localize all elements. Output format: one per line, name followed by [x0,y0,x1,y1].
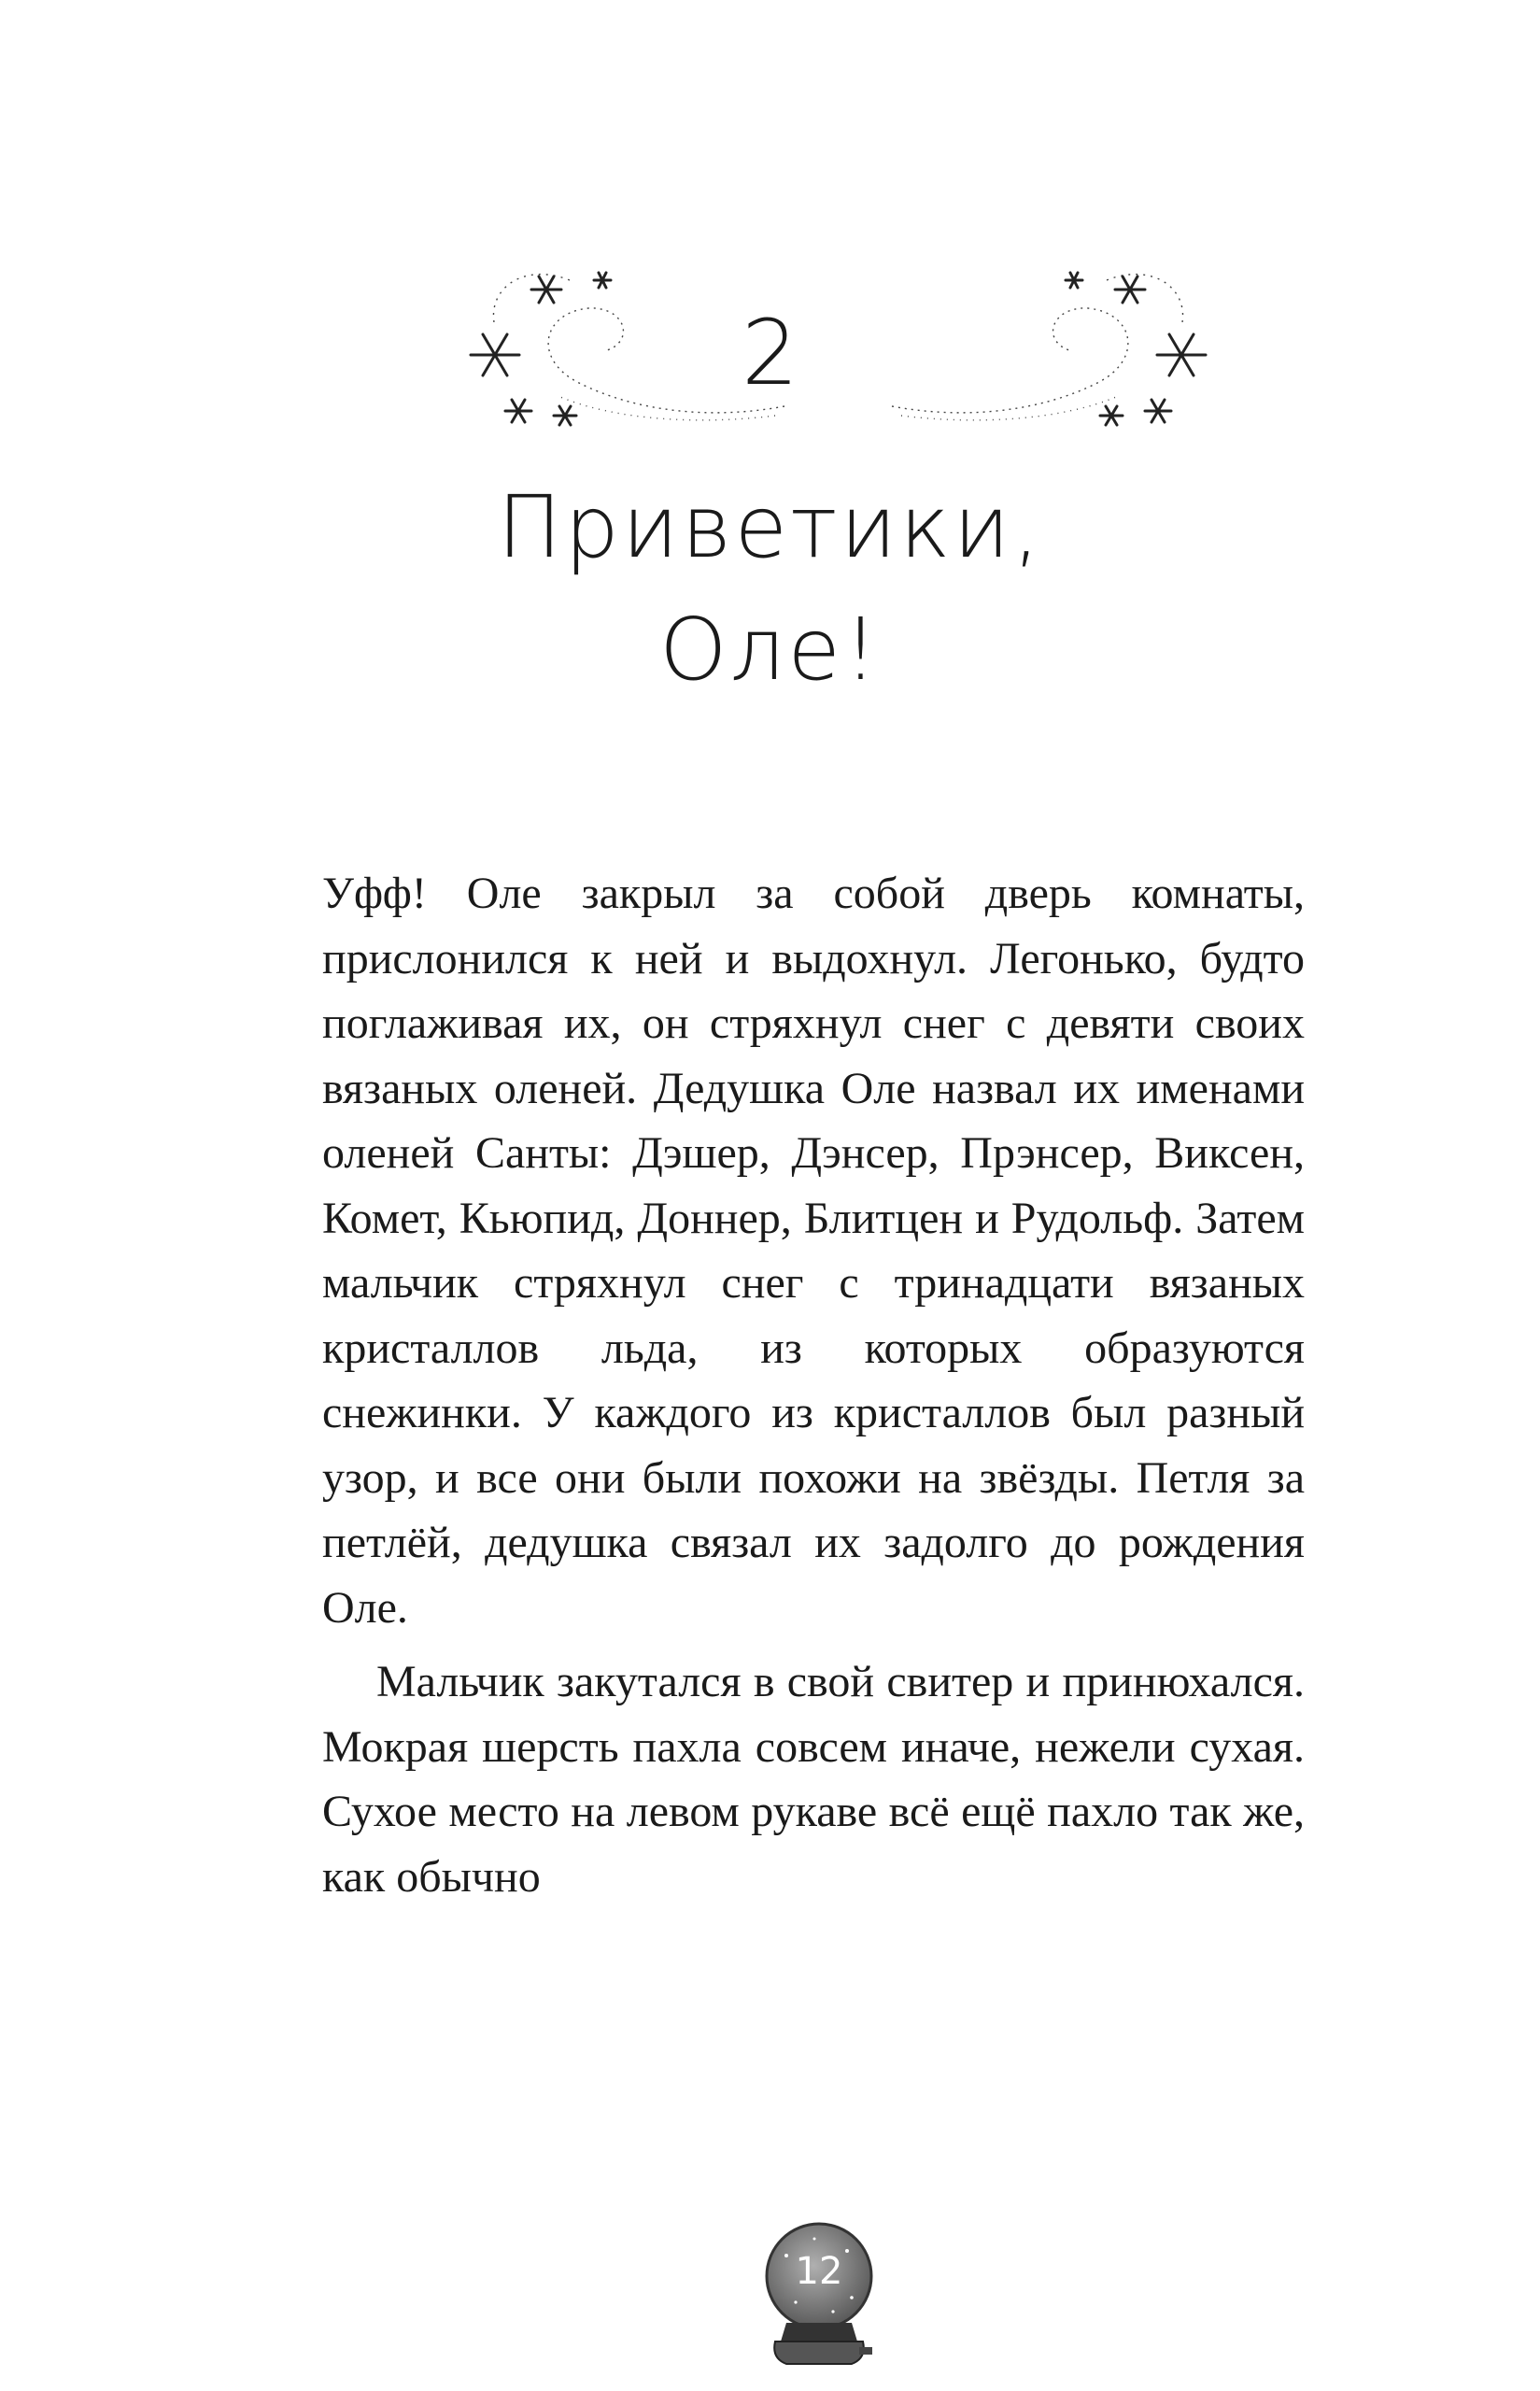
chapter-number: 2 [741,301,799,405]
snow-globe-icon [758,2218,880,2375]
chapter-title-line-2: Оле! [659,599,881,700]
chapter-title [0,467,1540,711]
chapter-body [322,861,1305,1918]
paragraph-2: Мальчик закутался в свой свитер и принюхался. Мокрая шерсть пахла совсем иначе, нежели сухая. Сухое место на левом рукаве всё ещё пахло так же, как обычно [322,1657,1305,1902]
page-number: 12 [795,2250,843,2293]
chapter-title-line-1: Приветики, [497,477,1043,577]
paragraph-1: Уфф! Оле закрыл за собой дверь комнаты, прислонился к ней и выдохнул. Легонько, будто поглаживая их, он стряхнул снег с девяти своих вязаных оленей. Дедушка Оле назвал их именами оленей Санты: Дэшер, Дэнсер, Прэнсер, Виксен, Комет, Кьюпид, Доннер, Блитцен и Рудольф. Затем мальчик стряхнул снег с тринадцати вязаных кристаллов льда, из которых образуются снежинки. У каждого из кристаллов был разный узор, и все они были похожи на звёзды. Петля за петлёй, дедушка связал их задолго до рождения Оле. [322,869,1305,1633]
